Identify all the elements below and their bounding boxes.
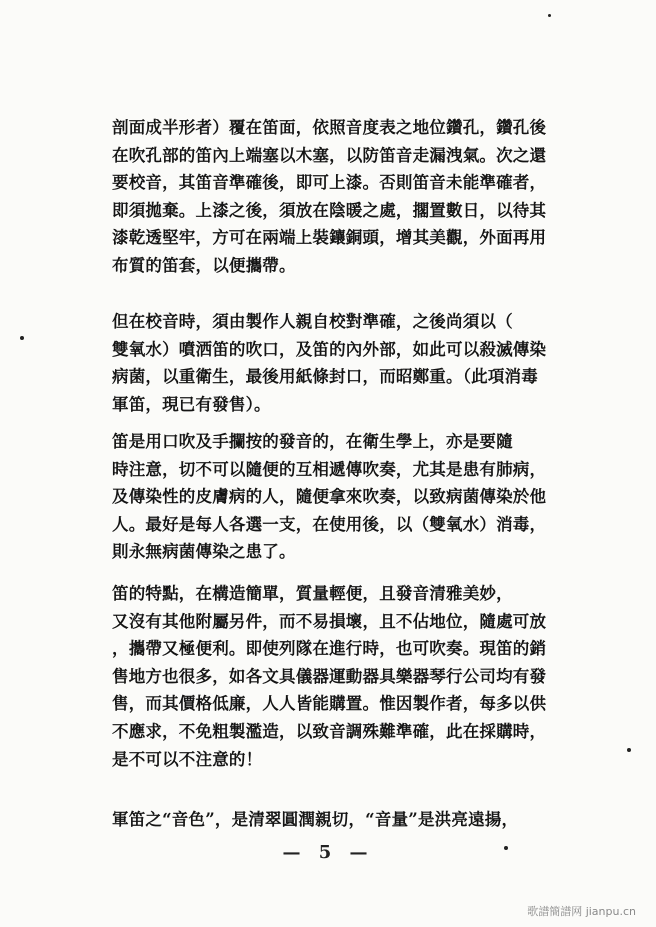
page-number: — 5 —: [282, 842, 374, 863]
scan-speck: [627, 748, 631, 752]
body-text-block: [112, 428, 588, 566]
site-watermark: 歌譜簡譜网 jianpu.cn: [527, 905, 636, 918]
scan-speck: [20, 336, 24, 340]
paragraph-4: 笛的特點，在構造簡單，質量輕便，且發音清雅美妙， 又沒有其他附屬另件，而不易損壞，且不佔地位，隨處可放 ，攜帶又極便利。即使列隊在進行時，也可吹奏。現笛的銷 售地方也很多，如各文具儀器運動器具樂器琴行公司均有發 售，而其價格低廉，人人皆能購置。惟因製作者，每多以供 不應求，不免粗製濫造，以致音調殊難準確，此在採購時， 是不可以不注意的！: [112, 584, 547, 769]
paragraph-2: 但在校音時，須由製作人親自校對準確，之後尚須以（ 雙氧水）噴洒笛的吹口，及笛的內外部，如此可以殺滅傳染 病菌，以重衛生，最後用紙條封口，而昭鄭重。（此項消毒 軍笛，現已有發售）。: [112, 312, 547, 414]
body-text-block: [112, 806, 588, 834]
paragraph-1: 剖面成半形者）覆在笛面，依照音度表之地位鑽孔，鑽孔後 在吹孔部的笛內上端塞以木塞，以防笛音走漏洩氣。次之還 要校音，其笛音準確後，即可上漆。否則笛音未能準確者， 即須拋棄。上漆之後，須放在陰暖之處，擱置數日，以待其 漆乾透堅牢，方可在兩端上裝鑲銅頭，增其美觀，外面再用 布質的笛套，以便攜帶。: [112, 118, 547, 275]
body-text-block: [112, 580, 588, 773]
scan-speck: [504, 846, 508, 850]
paragraph-3: 笛是用口吹及手攔按的發音的，在衛生學上，亦是要隨 時注意，切不可以隨便的互相遞傳吹奏，尤其是患有肺病， 及傳染性的皮膚病的人，隨便拿來吹奏，以致病菌傳染於他 人。最好是每人各選一支，在使用後，以（雙氧水）消毒， 則永無病菌傳染之患了。: [112, 432, 547, 562]
scan-speck: [548, 14, 551, 17]
body-text-block: [112, 114, 588, 280]
body-text-block: [112, 308, 588, 418]
paragraph-5: 軍笛之“音色”，是清翠圓潤親切，“音量”是洪亮遠揚，: [112, 810, 519, 829]
